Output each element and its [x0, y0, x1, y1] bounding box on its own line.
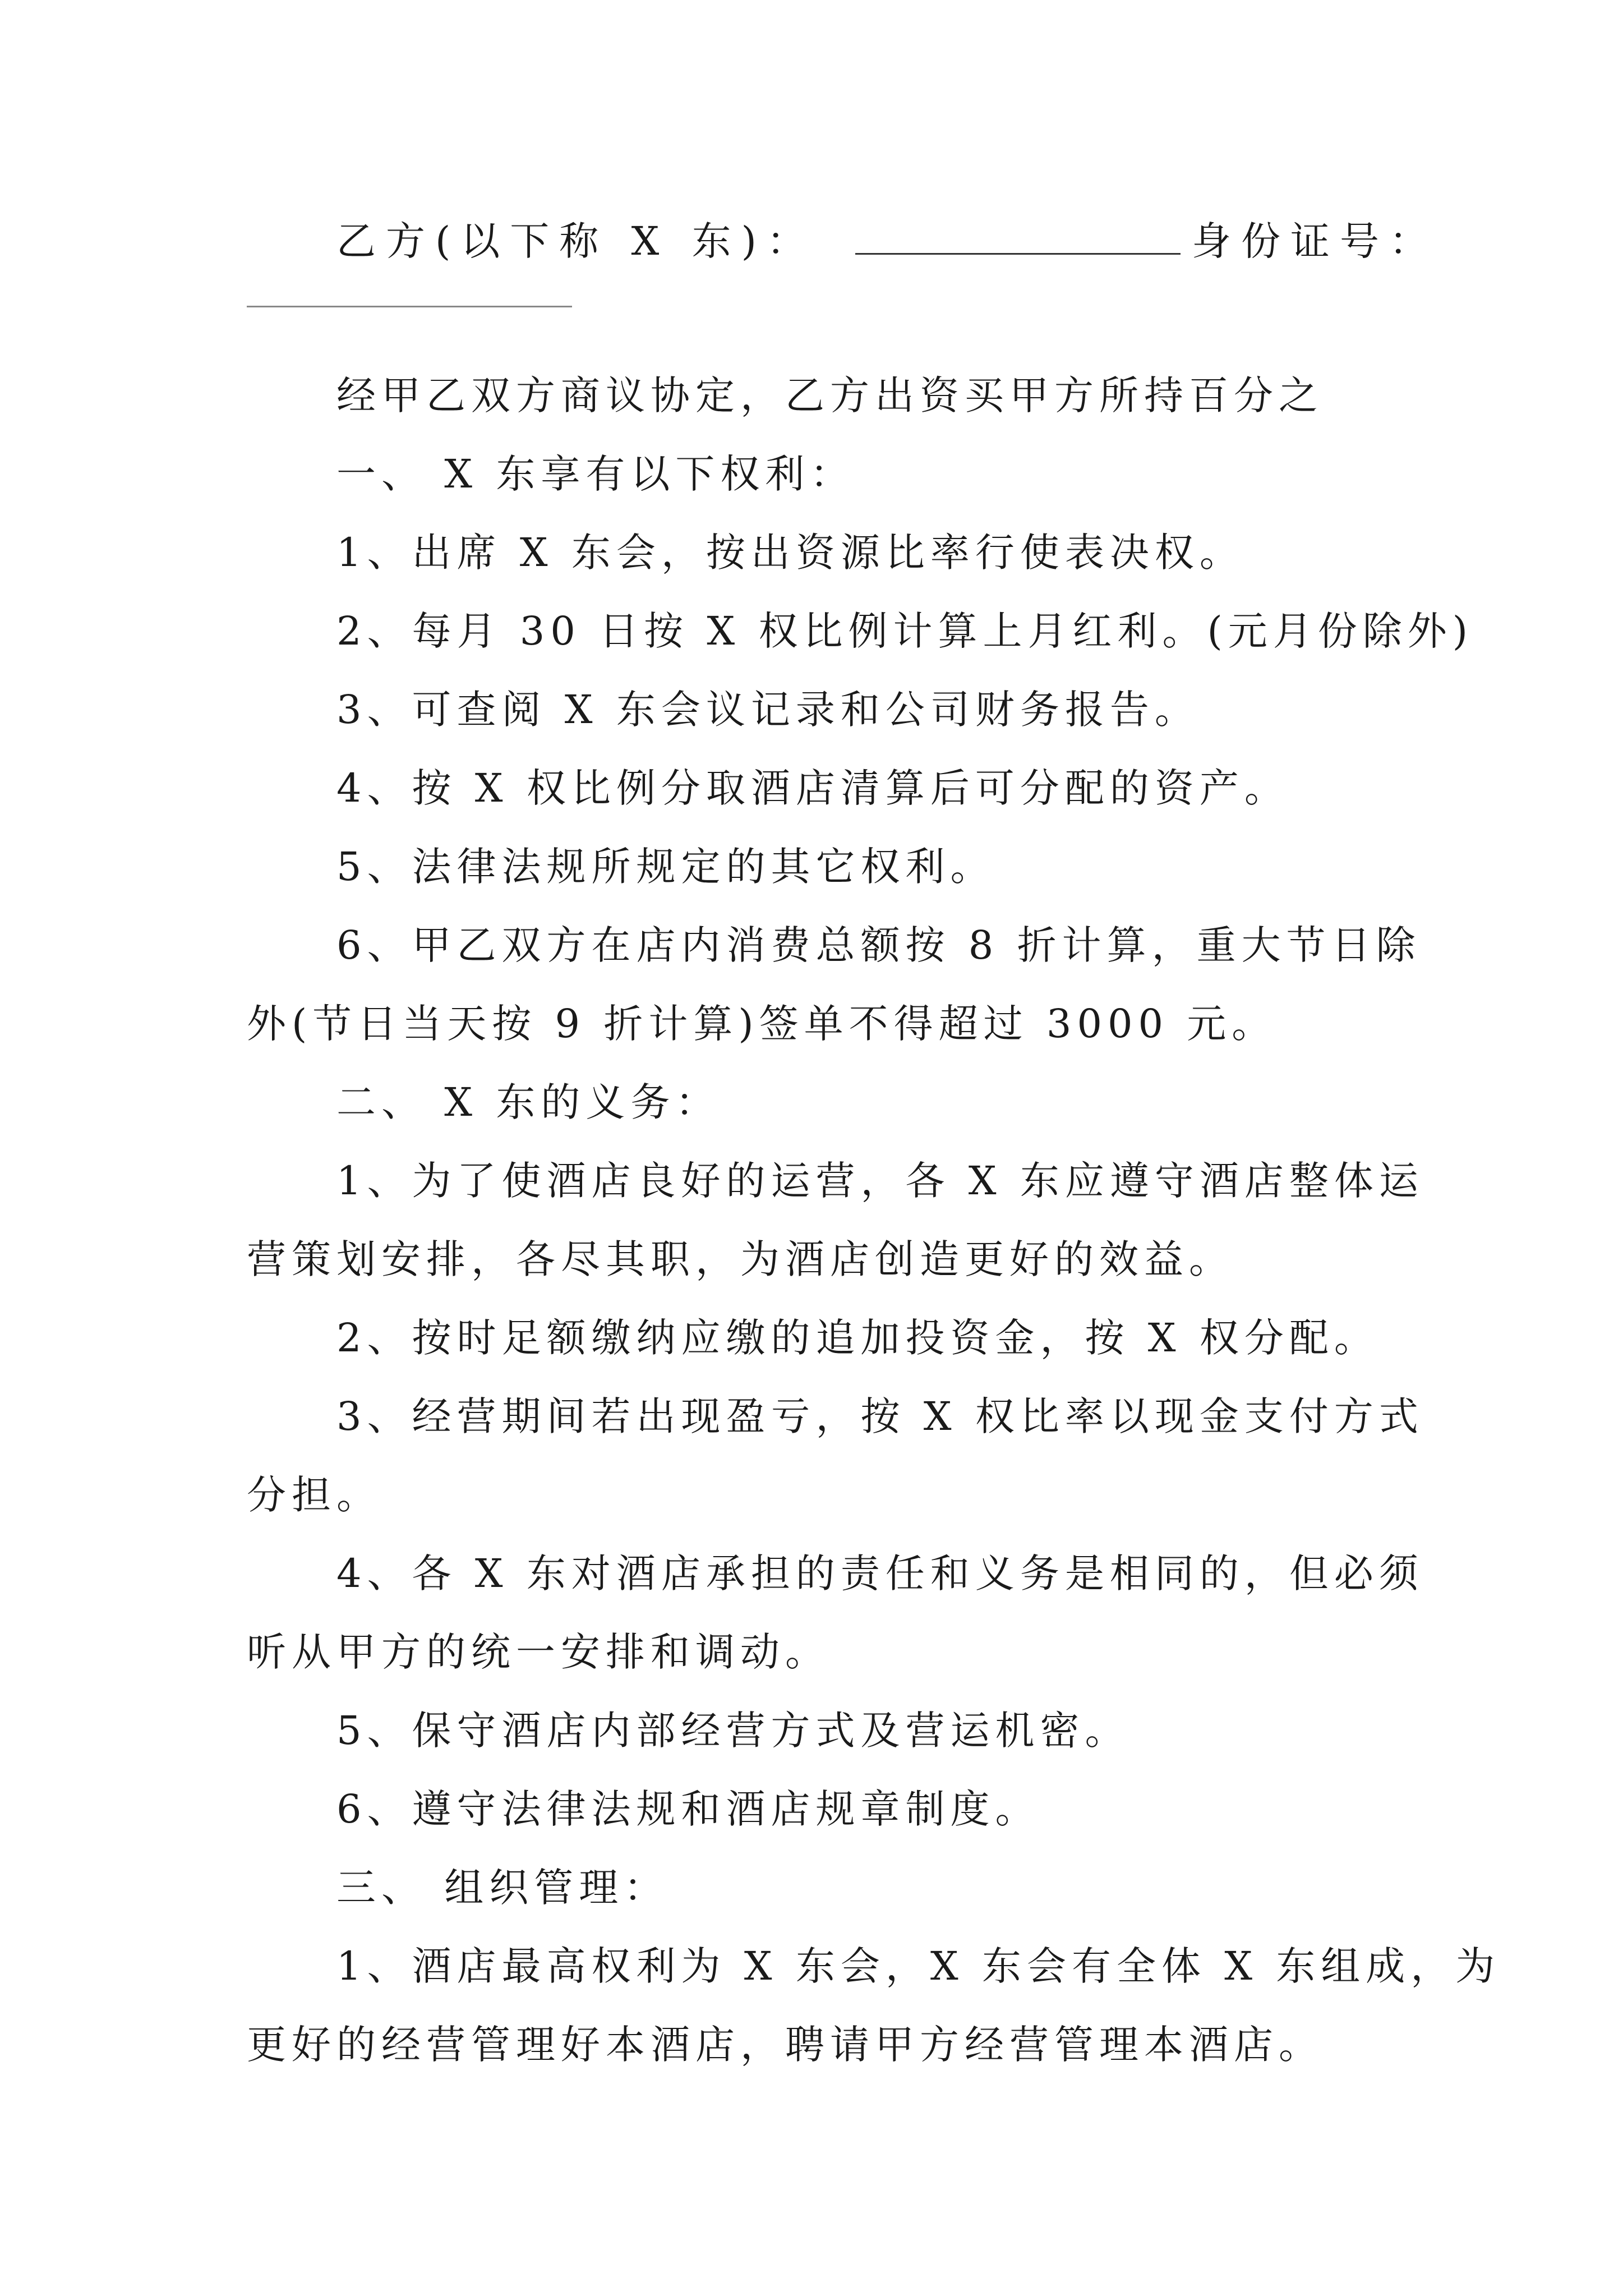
right-item-2: 2、每月 30 日按 X 权比例计算上月红利。(元月份除外)	[336, 608, 1474, 654]
management-item-1-continued: 更好的经营管理好本酒店，聘请甲方经营管理本酒店。	[247, 2022, 1324, 2068]
right-item-3: 3、可查阅 X 东会议记录和公司财务报告。	[336, 687, 1200, 733]
duty-item-3-continued: 分担。	[247, 1472, 381, 1518]
duty-item-5: 5、保守酒店内部经营方式及营运机密。	[336, 1708, 1130, 1754]
duty-item-4: 4、各 X 东对酒店承担的责任和义务是相同的，但必须	[336, 1550, 1424, 1596]
party-b-line	[336, 213, 1438, 269]
right-item-5: 5、法律法规所规定的其它权利。	[336, 844, 995, 890]
section-1-title: 一、 X 东享有以下权利：	[336, 451, 855, 497]
right-item-6-continued: 外(节日当天按 9 折计算)签单不得超过 3000 元。	[247, 1001, 1277, 1047]
section-2-title: 二、 X 东的义务：	[336, 1079, 721, 1125]
duty-item-4-continued: 听从甲方的统一安排和调动。	[247, 1629, 830, 1675]
duty-item-1: 1、为了使酒店良好的运营，各 X 东应遵守酒店整体运	[336, 1158, 1424, 1204]
duty-item-3: 3、经营期间若出现盈亏，按 X 权比率以现金支付方式	[336, 1393, 1424, 1439]
id-number-blank	[247, 306, 572, 307]
intro-paragraph: 经甲乙双方商议协定，乙方出资买甲方所持百分之	[336, 372, 1324, 418]
duty-item-1-continued: 营策划安排，各尽其职，为酒店创造更好的效益。	[247, 1236, 1234, 1282]
duty-item-2: 2、按时足额缴纳应缴的追加投资金，按 X 权分配。	[336, 1315, 1379, 1361]
right-item-1: 1、出席 X 东会，按出资源比率行使表决权。	[336, 530, 1244, 576]
right-item-6: 6、甲乙双方在店内消费总额按 8 折计算，重大节日除	[336, 922, 1421, 968]
management-item-1: 1、酒店最高权利为 X 东会，X 东会有全体 X 东组成，为	[336, 1943, 1501, 1989]
duty-item-6: 6、遵守法律法规和酒店规章制度。	[336, 1786, 1040, 1832]
party-b-name-blank	[855, 214, 1181, 255]
right-item-4: 4、按 X 权比例分取酒店清算后可分配的资产。	[336, 765, 1289, 811]
id-number-label: 身份证号：	[1191, 218, 1438, 264]
party-b-label: 乙方(以下称 X 东)：	[336, 218, 816, 264]
section-3-title: 三、 组织管理：	[336, 1865, 669, 1911]
